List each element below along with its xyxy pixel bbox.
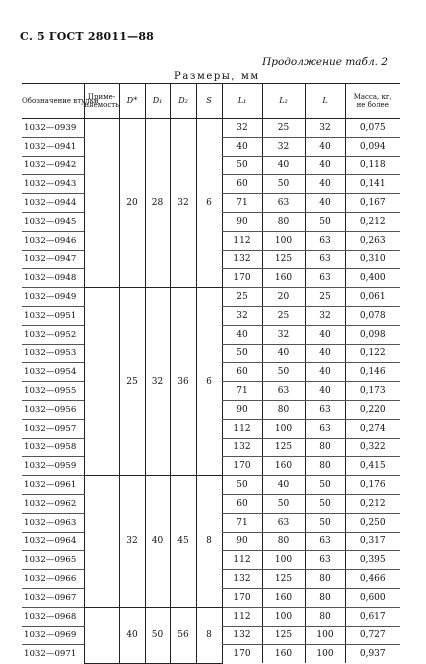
mass-cell: 0,078 [345,306,400,325]
l1-cell: 25 [222,288,262,307]
d-cell: 20 [119,119,145,288]
s-cell: 6 [196,119,222,288]
l-cell: 63 [305,231,345,250]
d1-cell: 28 [145,119,170,288]
l1-cell: 170 [222,457,262,476]
applicability-cell [84,607,119,663]
designation-cell: 1032—0939 [22,119,84,138]
l-cell: 40 [305,156,345,175]
l2-cell: 40 [262,344,305,363]
col-header-label: Обозначение втулки [22,97,99,105]
designation-cell: 1032—0946 [22,231,84,250]
l2-cell: 160 [262,457,305,476]
col-header-label: D* [126,96,138,105]
l-cell: 63 [305,551,345,570]
l2-cell: 125 [262,250,305,269]
d-cell: 32 [119,476,145,608]
mass-cell: 0,395 [345,551,400,570]
designation-cell: 1032—0943 [22,175,84,194]
l2-cell: 160 [262,269,305,288]
d1-cell: 50 [145,607,170,663]
l-cell: 80 [305,607,345,626]
mass-cell: 0,317 [345,532,400,551]
d2-cell: 36 [170,288,196,476]
l-cell: 40 [305,175,345,194]
col-header-applicability [84,84,119,119]
l1-cell: 32 [222,119,262,138]
l2-cell: 32 [262,137,305,156]
mass-cell: 0,122 [345,344,400,363]
d2-cell: 32 [170,119,196,288]
l1-cell: 40 [222,137,262,156]
l2-cell: 100 [262,551,305,570]
mass-cell: 0,415 [345,457,400,476]
l1-cell: 170 [222,269,262,288]
l1-cell: 60 [222,363,262,382]
col-header-label: Приме- няемость [84,93,119,109]
designation-cell: 1032—0959 [22,457,84,476]
l-cell: 25 [305,288,345,307]
applicability-cell [84,288,119,476]
l-cell: 63 [305,532,345,551]
d-cell: 40 [119,607,145,663]
mass-cell: 0,212 [345,494,400,513]
l1-cell: 71 [222,382,262,401]
designation-cell: 1032—0971 [24,649,77,660]
l-cell: 100 [305,626,345,645]
l1-cell: 90 [222,400,262,419]
l-cell: 80 [305,457,345,476]
designation-cell: 1032—0948 [22,269,84,288]
designation-cell: 1032—0969 [22,626,84,645]
l2-cell: 125 [262,626,305,645]
l2-cell: 80 [262,212,305,231]
designation-cell: 1032—0954 [22,363,84,382]
l1-cell: 112 [222,419,262,438]
l2-cell: 63 [262,194,305,213]
l2-cell: 50 [262,363,305,382]
l-cell: 63 [305,400,345,419]
col-header-s [196,84,222,119]
designation-cell: 1032—0951 [22,306,84,325]
mass-cell: 0,400 [345,269,400,288]
l-cell: 63 [305,269,345,288]
table-row [22,288,400,307]
l1-cell: 32 [222,306,262,325]
mass-cell: 0,600 [345,588,400,607]
designation-cell: 1032—0962 [22,494,84,513]
l-cell: 50 [305,513,345,532]
l2-cell: 100 [262,231,305,250]
l-cell: 80 [305,588,345,607]
col-header-label: Масса, кг, не более [353,93,392,109]
l2-cell: 80 [262,400,305,419]
designation-cell: 1032—0966 [22,570,84,589]
designation-cell: 1032—0949 [22,288,84,307]
table-header-row [22,84,400,119]
mass-cell: 0,094 [345,137,400,156]
mass-cell: 0,146 [345,363,400,382]
col-header-l2 [262,84,305,119]
mass-cell: 0,310 [345,250,400,269]
mass-cell: 0,141 [345,175,400,194]
l-cell: 63 [305,250,345,269]
col-header-l1 [222,84,262,119]
mass-cell: 0,263 [345,231,400,250]
mass-cell: 0,075 [345,119,400,138]
mass-cell: 0,274 [345,419,400,438]
l-cell: 32 [305,306,345,325]
mass-cell: 0,466 [345,570,400,589]
mass-cell: 0,212 [345,212,400,231]
l-cell: 40 [305,194,345,213]
designation-cell: 1032—0965 [22,551,84,570]
l1-cell: 50 [222,344,262,363]
col-header-label: D₁ [152,96,163,105]
mass-cell: 0,061 [345,288,400,307]
mass-cell: 0,322 [345,438,400,457]
applicability-cell [84,476,119,608]
l2-cell: 50 [262,175,305,194]
l-cell: 40 [305,137,345,156]
designation-cell: 1032—0968 [22,607,84,626]
s-cell: 6 [196,288,222,476]
l2-cell: 63 [262,513,305,532]
l1-cell: 132 [222,570,262,589]
l-cell: 100 [305,645,345,663]
table-body [22,119,400,664]
mass-cell: 0,250 [345,513,400,532]
l-cell: 80 [305,570,345,589]
l2-cell: 40 [262,156,305,175]
l-cell: 40 [305,382,345,401]
l1-cell: 132 [222,250,262,269]
mass-cell: 0,220 [345,400,400,419]
page-header: С. 5 ГОСТ 28011—88 [20,30,155,43]
l1-cell: 132 [222,626,262,645]
l2-cell: 25 [262,119,305,138]
l-cell: 80 [305,438,345,457]
table-continuation-caption: Продолжение табл. 2 [262,56,388,68]
col-header-label: D₂ [178,96,188,105]
mass-cell: 0,098 [345,325,400,344]
col-header-d [119,84,145,119]
table-row [22,119,400,138]
mass-cell: 0,167 [345,194,400,213]
l-cell: 40 [305,363,345,382]
col-header-label: L₁ [237,96,247,105]
l2-cell: 25 [262,306,305,325]
l1-cell: 90 [222,532,262,551]
d1-cell: 32 [145,288,170,476]
l1-cell: 71 [222,513,262,532]
designation-cell: 1032—0964 [22,532,84,551]
s-cell: 8 [196,607,222,663]
d2-cell: 45 [170,476,196,608]
l2-cell: 160 [262,588,305,607]
designation-cell: 1032—0944 [22,194,84,213]
l2-cell: 100 [262,607,305,626]
col-header-l [305,84,345,119]
l1-cell: 50 [222,156,262,175]
l2-cell: 100 [262,419,305,438]
l-cell: 50 [305,212,345,231]
designation-cell: 1032—0956 [22,400,84,419]
l2-cell: 80 [262,532,305,551]
designation-cell: 1032—0967 [22,588,84,607]
l1-cell: 40 [222,325,262,344]
l1-cell: 112 [222,551,262,570]
mass-cell: 0,118 [345,156,400,175]
table-row [22,476,400,495]
d1-cell: 40 [145,476,170,608]
l1-cell: 112 [222,231,262,250]
l2-cell: 63 [262,382,305,401]
col-header-designation [22,84,99,119]
bushing-dimensions-table [22,83,400,664]
l1-cell: 170 [222,645,262,663]
mass-cell: 0,173 [345,382,400,401]
designation-cell: 1032—0952 [22,325,84,344]
designation-cell: 1032—0945 [22,212,84,231]
designation-cell: 1032—0941 [22,137,84,156]
designation-cell: 1032—0958 [22,438,84,457]
l1-cell: 90 [222,212,262,231]
designation-cell: 1032—0942 [22,156,84,175]
l2-cell: 160 [262,645,305,663]
designation-cell: 1032—0957 [22,419,84,438]
l1-cell: 71 [222,194,262,213]
designation-cell: 1032—0963 [22,513,84,532]
col-header-label: L₂ [279,96,288,105]
mass-cell: 0,727 [345,626,400,645]
l1-cell: 50 [222,476,262,495]
col-header-mass [345,84,400,119]
l2-cell: 32 [262,325,305,344]
applicability-cell [84,119,119,288]
l2-cell: 50 [262,494,305,513]
l-cell: 63 [305,419,345,438]
l1-cell: 60 [222,175,262,194]
col-header-d2 [170,84,196,119]
l1-cell: 60 [222,494,262,513]
col-header-label: L [322,96,328,105]
l-cell: 50 [305,494,345,513]
l2-cell: 125 [262,438,305,457]
d2-cell: 56 [170,607,196,663]
col-header-d1 [145,84,170,119]
designation-cell: 1032—0953 [22,344,84,363]
l2-cell: 125 [262,570,305,589]
designation-cell: 1032—0947 [22,250,84,269]
l1-cell: 112 [222,607,262,626]
table-row [22,607,400,626]
l2-cell: 40 [262,476,305,495]
l1-cell: 170 [222,588,262,607]
mass-cell: 0,617 [345,607,400,626]
dimensions-unit-caption: Размеры, мм [174,71,260,82]
designation-cell: 1032—0961 [22,476,84,495]
col-header-label: S [206,96,212,105]
mass-cell: 0,176 [345,476,400,495]
s-cell: 8 [196,476,222,608]
l-cell: 40 [305,344,345,363]
l1-cell: 132 [222,438,262,457]
mass-cell: 0,937 [345,645,400,663]
designation-cell: 1032—0955 [22,382,84,401]
l-cell: 40 [305,325,345,344]
l2-cell: 20 [262,288,305,307]
d-cell: 25 [119,288,145,476]
l-cell: 32 [305,119,345,138]
l-cell: 50 [305,476,345,495]
